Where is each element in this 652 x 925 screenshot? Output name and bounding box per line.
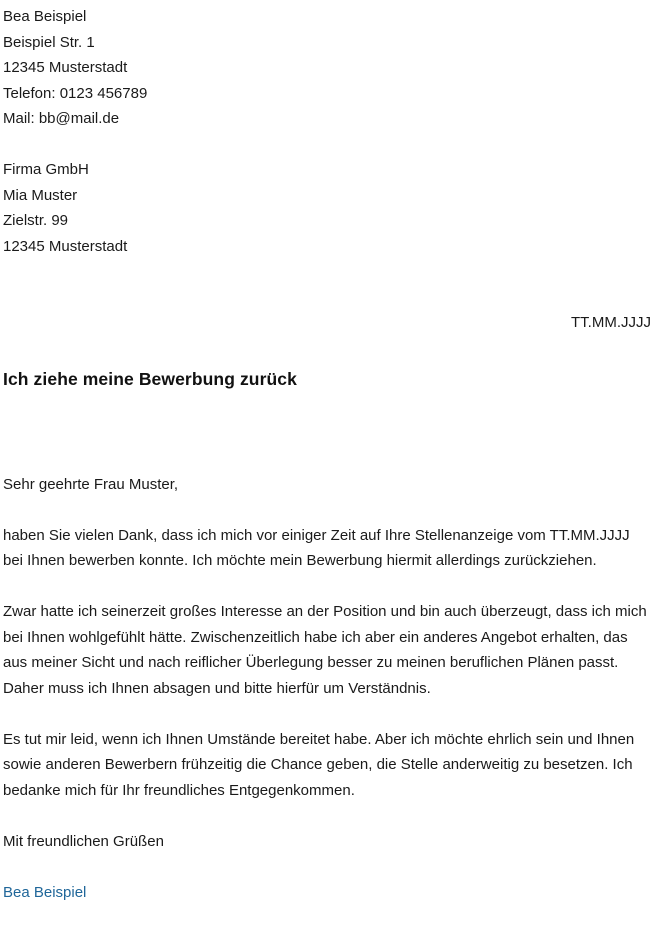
recipient-line-person: Mia Muster	[3, 186, 78, 204]
sender-line-street: Beispiel Str. 1	[3, 33, 95, 51]
sender-line-phone: Telefon: 0123 456789	[3, 84, 148, 102]
recipient-line-city: 12345 Musterstadt	[3, 237, 128, 255]
recipient-line-street: Zielstr. 99	[3, 212, 69, 229]
body-paragraph-3: Es tut mir leid, wenn ich Ihnen Umstände bereitet habe. Aber ich möchte ehrlich sein und Ihnen sowie anderen Bewerbern frühzeitig die Chance geben, die Stelle anderweitig zu besetzen. Ich bedanke mich für Ihr freundliches Entgegenkommen.	[3, 730, 635, 799]
sender-line-name: Bea Beispiel	[3, 8, 87, 25]
sender-line-mail: Mail: bb@mail.de	[3, 110, 120, 127]
recipient-line-company: Firma GmbH	[3, 161, 89, 178]
recipient-address-block	[3, 132, 651, 260]
salutation: Sehr geehrte Frau Muster,	[3, 475, 179, 493]
date-line: TT.MM.JJJJ	[571, 314, 651, 331]
signature-name: Bea Beispiel	[3, 883, 87, 901]
body-paragraph-2: Zwar hatte ich seinerzeit großes Interesse an der Position und bin auch überzeugt, dass ich mich bei Ihnen wohlgefühlt hätte. Zwischenzeitlich habe ich aber ein anderes Angebot erhalten, das aus meiner Sicht und nach reiflicher Überlegung besser zu meinen beruflichen Plänen passt. Daher muss ich Ihnen absagen und bitte hierfür um Verständnis.	[3, 603, 647, 697]
body-paragraph-1: haben Sie vielen Dank, dass ich mich vor einiger Zeit auf Ihre Stellenanzeige vom TT.MM.JJJJ bei Ihnen bewerben konnte. Ich möchte mein Bewerbung hiermit allerdings zurückziehen.	[3, 526, 630, 569]
closing-phrase: Mit freundlichen Grüßen	[3, 832, 164, 850]
sender-address-block	[3, 0, 651, 132]
subject-headline: Ich ziehe meine Bewerbung zurück	[3, 368, 297, 389]
sender-line-city: 12345 Musterstadt	[3, 59, 128, 76]
letter-content	[3, 0, 651, 905]
